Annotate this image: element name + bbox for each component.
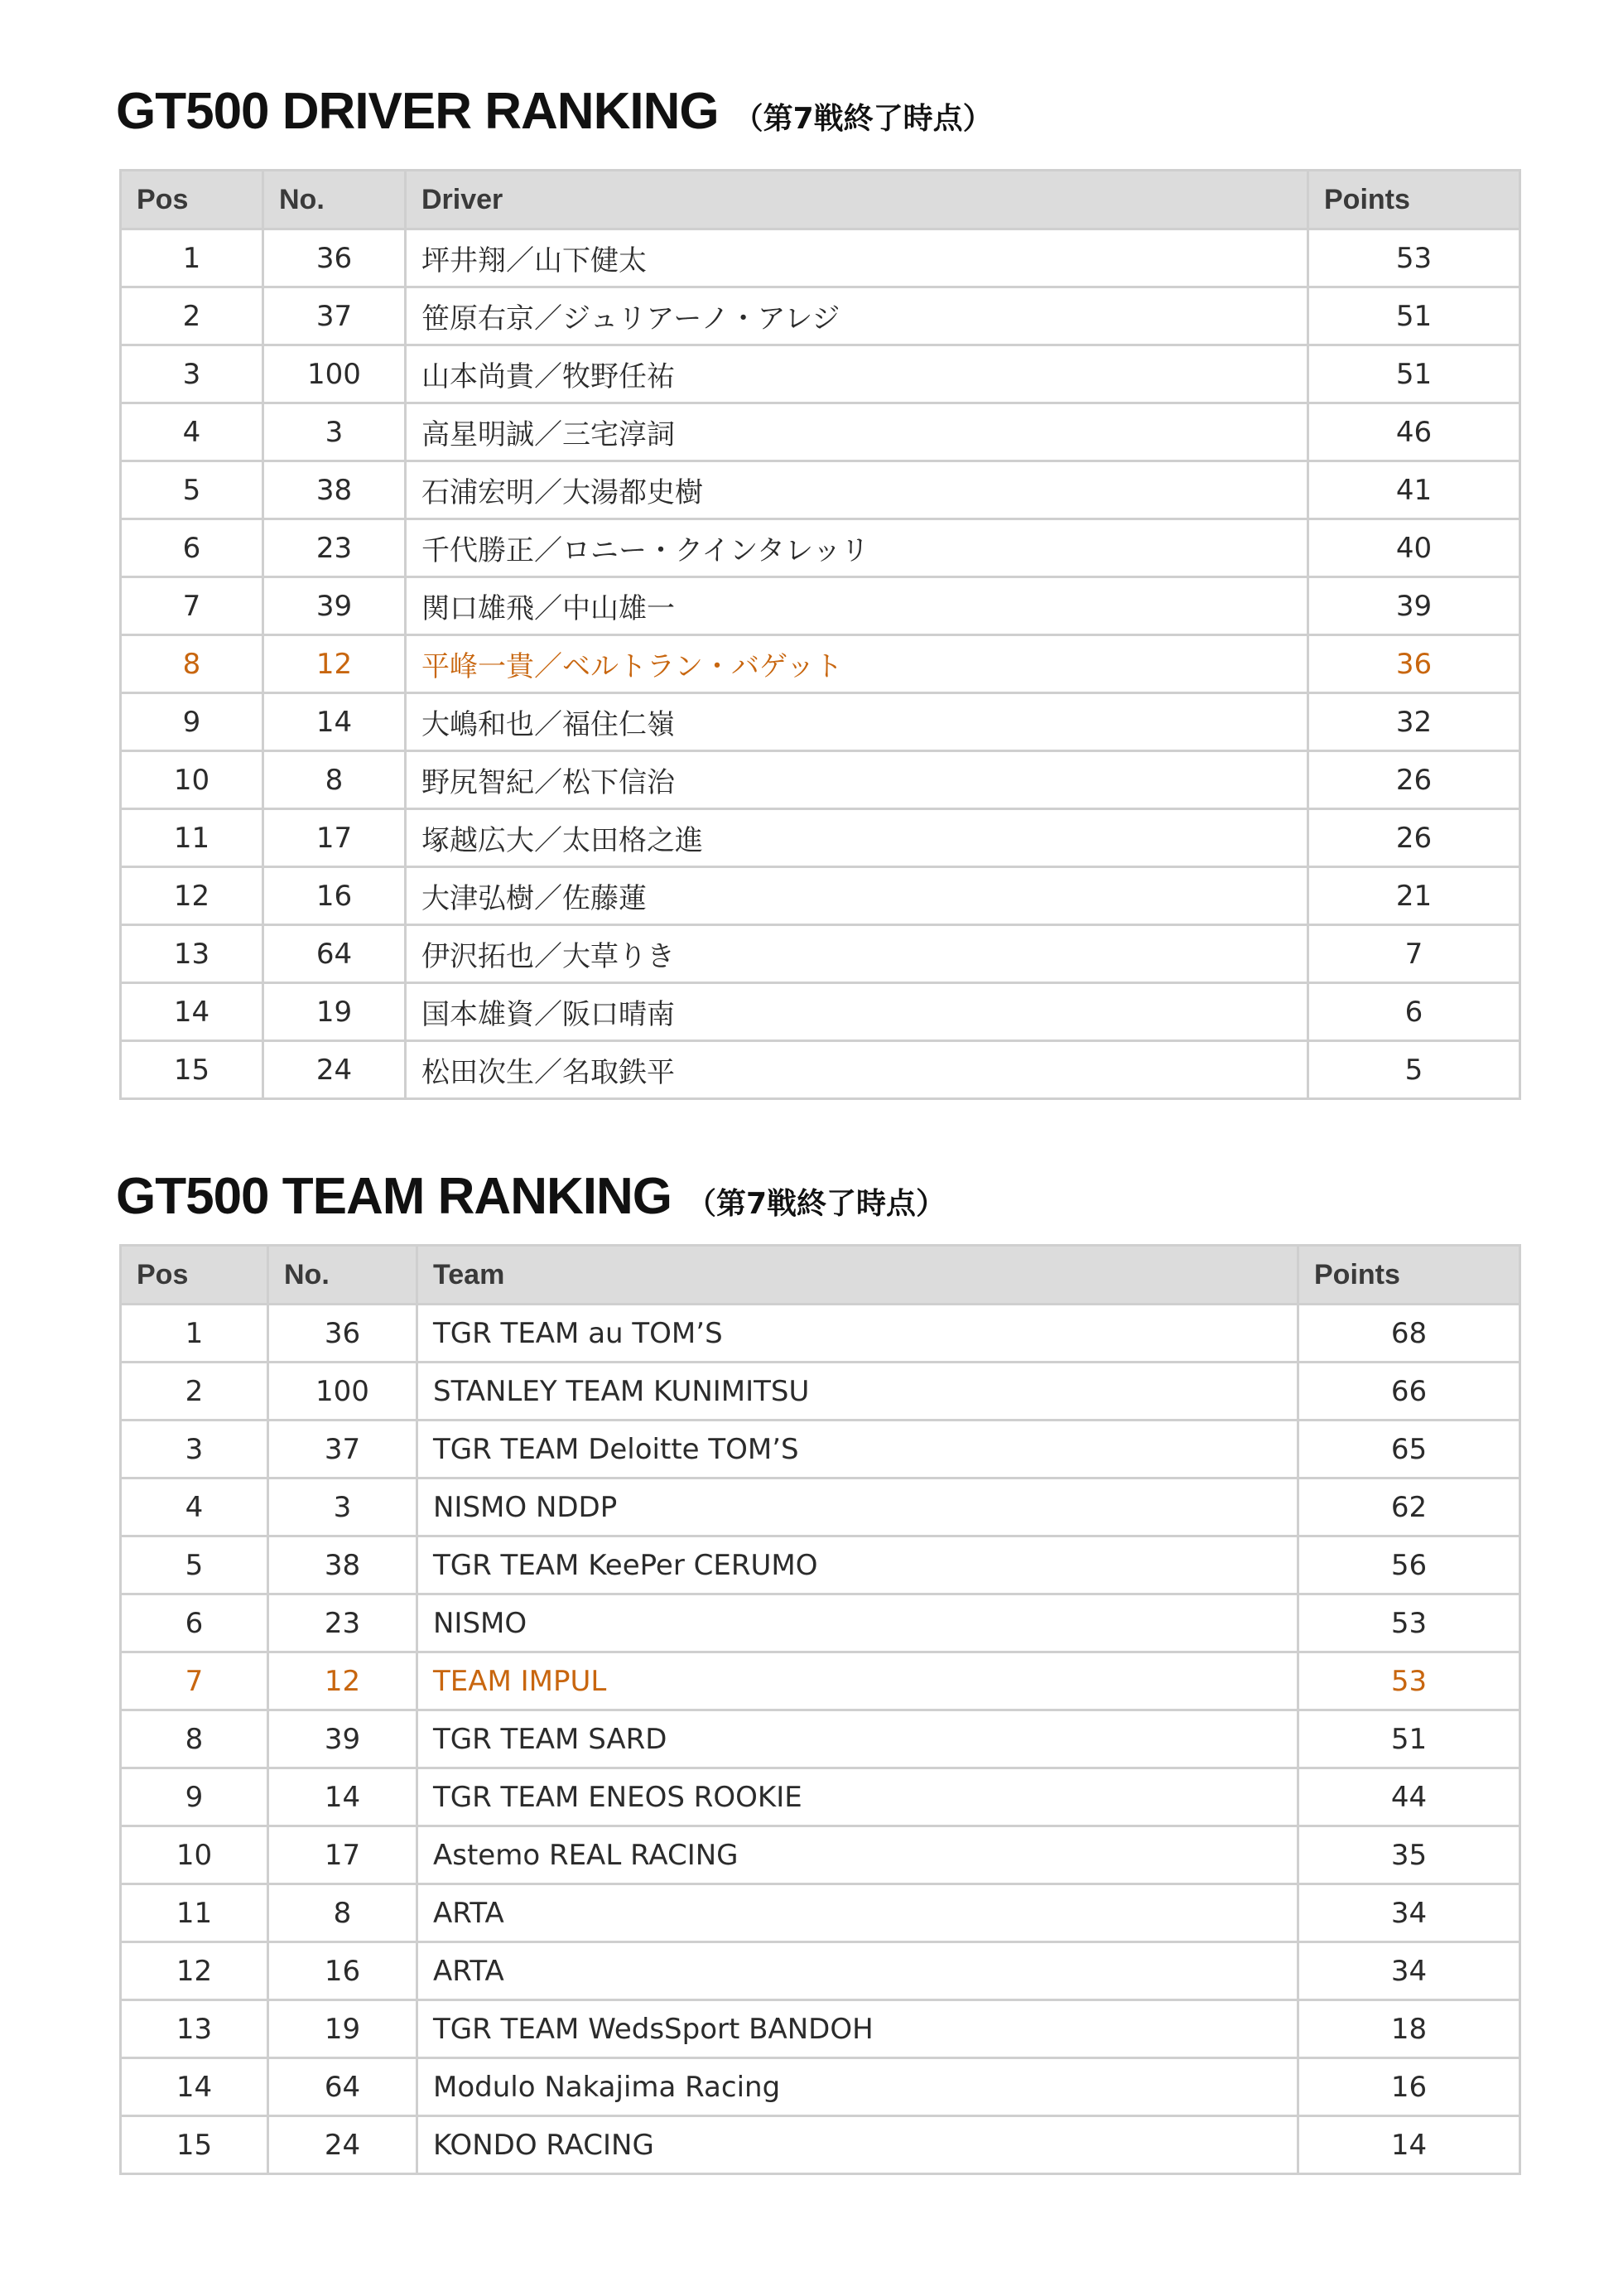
- table-row: [121, 577, 1520, 635]
- car-number-cell: 37: [263, 287, 406, 345]
- car-number-cell: 19: [263, 983, 406, 1041]
- car-number-cell: 100: [268, 1363, 417, 1421]
- points-cell: 7: [1308, 925, 1520, 983]
- pos-cell: 2: [121, 287, 263, 345]
- points-cell: 14: [1298, 2116, 1520, 2174]
- points-cell: 26: [1308, 751, 1520, 809]
- pos-cell: 13: [121, 925, 263, 983]
- name-cell: 塚越広大／太田格之進: [406, 809, 1308, 867]
- car-number-cell: 8: [263, 751, 406, 809]
- table-row: [121, 1768, 1520, 1826]
- car-number-cell: 36: [263, 229, 406, 287]
- car-number-cell: 16: [263, 867, 406, 925]
- name-cell: NISMO: [417, 1594, 1298, 1652]
- name-cell: 高星明誠／三宅淳詞: [406, 403, 1308, 461]
- car-number-cell: 36: [268, 1305, 417, 1363]
- pos-cell: 3: [121, 1421, 268, 1478]
- name-cell: 大嶋和也／福住仁嶺: [406, 693, 1308, 751]
- name-cell: 山本尚貴／牧野任祐: [406, 345, 1308, 403]
- points-cell: 65: [1298, 1421, 1520, 1478]
- team-ranking-table: [119, 1244, 1521, 2175]
- table-row: [121, 1652, 1520, 1710]
- name-cell: 平峰一貴／ベルトラン・バゲット: [406, 635, 1308, 693]
- points-cell: 68: [1298, 1305, 1520, 1363]
- points-cell: 41: [1308, 461, 1520, 519]
- table-row: [121, 1421, 1520, 1478]
- table-row: [121, 693, 1520, 751]
- table-row: [121, 1041, 1520, 1099]
- pos-cell: 9: [121, 693, 263, 751]
- pos-cell: 5: [121, 461, 263, 519]
- car-number-cell: 8: [268, 1884, 417, 1942]
- name-cell: TEAM IMPUL: [417, 1652, 1298, 1710]
- table-row: [121, 2116, 1520, 2174]
- name-cell: 大津弘樹／佐藤蓮: [406, 867, 1308, 925]
- pos-cell: 1: [121, 1305, 268, 1363]
- name-cell: 野尻智紀／松下信治: [406, 751, 1308, 809]
- car-number-cell: 17: [268, 1826, 417, 1884]
- table-row: [121, 2000, 1520, 2058]
- table-row: [121, 345, 1520, 403]
- pos-cell: 12: [121, 867, 263, 925]
- car-number-cell: 24: [268, 2116, 417, 2174]
- points-cell: 51: [1298, 1710, 1520, 1768]
- name-cell: KONDO RACING: [417, 2116, 1298, 2174]
- table-row: [121, 635, 1520, 693]
- car-number-cell: 39: [263, 577, 406, 635]
- table-row: [121, 983, 1520, 1041]
- driver-ranking-heading: GT500 DRIVER RANKING: [116, 83, 719, 140]
- points-cell: 51: [1308, 345, 1520, 403]
- table-row: [121, 1305, 1520, 1363]
- name-cell: TGR TEAM KeePer CERUMO: [417, 1536, 1298, 1594]
- points-cell: 34: [1298, 1884, 1520, 1942]
- table-row: [121, 1884, 1520, 1942]
- column-header-no: No.: [263, 171, 406, 229]
- car-number-cell: 23: [263, 519, 406, 577]
- name-cell: 坪井翔／山下健太: [406, 229, 1308, 287]
- points-cell: 39: [1308, 577, 1520, 635]
- pos-cell: 4: [121, 403, 263, 461]
- name-cell: STANLEY TEAM KUNIMITSU: [417, 1363, 1298, 1421]
- pos-cell: 13: [121, 2000, 268, 2058]
- table-row: [121, 519, 1520, 577]
- name-cell: 石浦宏明／大湯都史樹: [406, 461, 1308, 519]
- table-row: [121, 925, 1520, 983]
- car-number-cell: 12: [263, 635, 406, 693]
- name-cell: ARTA: [417, 1942, 1298, 2000]
- driver-ranking-rows: [121, 229, 1520, 1099]
- points-cell: 53: [1308, 229, 1520, 287]
- pos-cell: 11: [121, 1884, 268, 1942]
- pos-cell: 3: [121, 345, 263, 403]
- name-cell: 国本雄資／阪口晴南: [406, 983, 1308, 1041]
- points-cell: 32: [1308, 693, 1520, 751]
- table-row: [121, 1942, 1520, 2000]
- points-cell: 21: [1308, 867, 1520, 925]
- car-number-cell: 19: [268, 2000, 417, 2058]
- table-row: [121, 2058, 1520, 2116]
- table-row: [121, 1826, 1520, 1884]
- name-cell: TGR TEAM ENEOS ROOKIE: [417, 1768, 1298, 1826]
- table-row: [121, 867, 1520, 925]
- points-cell: 56: [1298, 1536, 1520, 1594]
- points-cell: 46: [1308, 403, 1520, 461]
- name-cell: TGR TEAM au TOM’S: [417, 1305, 1298, 1363]
- column-header-points: Points: [1298, 1246, 1520, 1305]
- points-cell: 53: [1298, 1652, 1520, 1710]
- table-header-row: [121, 1246, 1520, 1305]
- name-cell: 笹原右京／ジュリアーノ・アレジ: [406, 287, 1308, 345]
- table-row: [121, 1478, 1520, 1536]
- name-cell: NISMO NDDP: [417, 1478, 1298, 1536]
- column-header-points: Points: [1308, 171, 1520, 229]
- table-row: [121, 1536, 1520, 1594]
- name-cell: Modulo Nakajima Racing: [417, 2058, 1298, 2116]
- table-header-row: [121, 171, 1520, 229]
- car-number-cell: 14: [268, 1768, 417, 1826]
- car-number-cell: 37: [268, 1421, 417, 1478]
- pos-cell: 14: [121, 983, 263, 1041]
- pos-cell: 15: [121, 1041, 263, 1099]
- name-cell: TGR TEAM Deloitte TOM’S: [417, 1421, 1298, 1478]
- pos-cell: 10: [121, 751, 263, 809]
- pos-cell: 14: [121, 2058, 268, 2116]
- points-cell: 62: [1298, 1478, 1520, 1536]
- team-ranking-title: [116, 1168, 946, 1225]
- car-number-cell: 3: [263, 403, 406, 461]
- car-number-cell: 38: [268, 1536, 417, 1594]
- name-cell: 関口雄飛／中山雄一: [406, 577, 1308, 635]
- driver-ranking-title: [116, 83, 993, 140]
- name-cell: ARTA: [417, 1884, 1298, 1942]
- table-row: [121, 809, 1520, 867]
- points-cell: 26: [1308, 809, 1520, 867]
- pos-cell: 7: [121, 1652, 268, 1710]
- points-cell: 36: [1308, 635, 1520, 693]
- name-cell: 伊沢拓也／大草りき: [406, 925, 1308, 983]
- table-row: [121, 403, 1520, 461]
- points-cell: 18: [1298, 2000, 1520, 2058]
- table-row: [121, 1363, 1520, 1421]
- car-number-cell: 3: [268, 1478, 417, 1536]
- pos-cell: 4: [121, 1478, 268, 1536]
- points-cell: 44: [1298, 1768, 1520, 1826]
- points-cell: 16: [1298, 2058, 1520, 2116]
- column-header-pos: Pos: [121, 171, 263, 229]
- points-cell: 51: [1308, 287, 1520, 345]
- driver-ranking-table: [119, 169, 1521, 1100]
- points-cell: 6: [1308, 983, 1520, 1041]
- table-row: [121, 229, 1520, 287]
- name-cell: TGR TEAM SARD: [417, 1710, 1298, 1768]
- pos-cell: 8: [121, 1710, 268, 1768]
- car-number-cell: 14: [263, 693, 406, 751]
- column-header-pos: Pos: [121, 1246, 268, 1305]
- team-ranking-heading: GT500 TEAM RANKING: [116, 1168, 672, 1225]
- car-number-cell: 38: [263, 461, 406, 519]
- car-number-cell: 17: [263, 809, 406, 867]
- pos-cell: 11: [121, 809, 263, 867]
- table-row: [121, 287, 1520, 345]
- car-number-cell: 12: [268, 1652, 417, 1710]
- column-header-team: Team: [417, 1246, 1298, 1305]
- name-cell: 千代勝正／ロニー・クインタレッリ: [406, 519, 1308, 577]
- driver-ranking-subtitle: （第7戦終了時点）: [733, 102, 993, 136]
- pos-cell: 9: [121, 1768, 268, 1826]
- car-number-cell: 24: [263, 1041, 406, 1099]
- pos-cell: 7: [121, 577, 263, 635]
- car-number-cell: 100: [263, 345, 406, 403]
- pos-cell: 6: [121, 1594, 268, 1652]
- pos-cell: 8: [121, 635, 263, 693]
- team-ranking-rows: [121, 1305, 1520, 2174]
- pos-cell: 2: [121, 1363, 268, 1421]
- pos-cell: 6: [121, 519, 263, 577]
- column-header-driver: Driver: [406, 171, 1308, 229]
- table-row: [121, 461, 1520, 519]
- name-cell: TGR TEAM WedsSport BANDOH: [417, 2000, 1298, 2058]
- name-cell: Astemo REAL RACING: [417, 1826, 1298, 1884]
- pos-cell: 5: [121, 1536, 268, 1594]
- points-cell: 53: [1298, 1594, 1520, 1652]
- car-number-cell: 64: [263, 925, 406, 983]
- points-cell: 35: [1298, 1826, 1520, 1884]
- table-row: [121, 1710, 1520, 1768]
- table-row: [121, 751, 1520, 809]
- pos-cell: 12: [121, 1942, 268, 2000]
- pos-cell: 1: [121, 229, 263, 287]
- car-number-cell: 16: [268, 1942, 417, 2000]
- name-cell: 松田次生／名取鉄平: [406, 1041, 1308, 1099]
- car-number-cell: 39: [268, 1710, 417, 1768]
- pos-cell: 15: [121, 2116, 268, 2174]
- car-number-cell: 64: [268, 2058, 417, 2116]
- team-ranking-subtitle: （第7戦終了時点）: [686, 1187, 946, 1221]
- table-row: [121, 1594, 1520, 1652]
- column-header-no: No.: [268, 1246, 417, 1305]
- pos-cell: 10: [121, 1826, 268, 1884]
- points-cell: 34: [1298, 1942, 1520, 2000]
- car-number-cell: 23: [268, 1594, 417, 1652]
- points-cell: 40: [1308, 519, 1520, 577]
- points-cell: 5: [1308, 1041, 1520, 1099]
- points-cell: 66: [1298, 1363, 1520, 1421]
